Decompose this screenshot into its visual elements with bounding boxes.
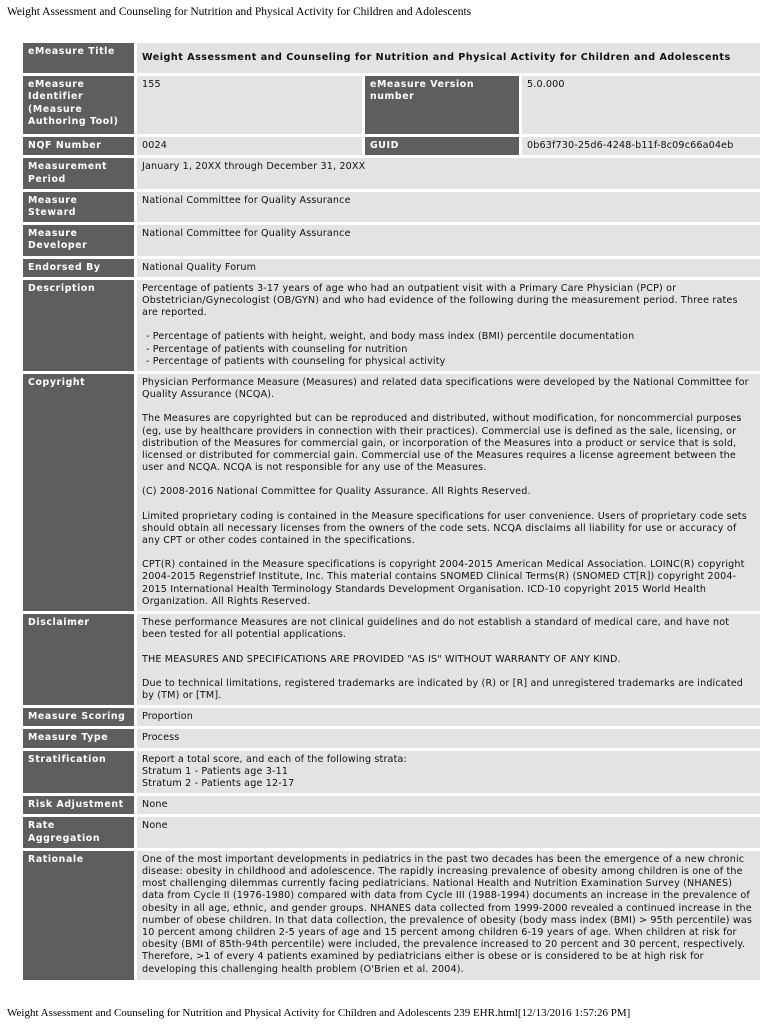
type-label: Measure Type bbox=[23, 729, 134, 747]
description-value bbox=[137, 280, 760, 371]
nqf-label: NQF Number bbox=[23, 137, 134, 155]
scoring-value: Proportion bbox=[137, 708, 760, 726]
row-nqf bbox=[23, 137, 760, 155]
endorsed-value: National Quality Forum bbox=[137, 259, 760, 277]
list-item: - Percentage of patients with height, weight, and body mass index (BMI) percentile documentation bbox=[146, 331, 635, 343]
row-stratification bbox=[23, 751, 760, 794]
steward-label: Measure Steward bbox=[23, 192, 134, 222]
version-value: 5.0.000 bbox=[522, 76, 760, 134]
nqf-value: 0024 bbox=[137, 137, 362, 155]
disclaimer-paragraph: THE MEASURES AND SPECIFICATIONS ARE PROVIDED "AS IS" WITHOUT WARRANTY OF ANY KIND. bbox=[142, 653, 621, 665]
copyright-paragraph: Physician Performance Measure (Measures) and related data specifications were developed by the National Committee for Quality Assurance (NCQA). bbox=[142, 377, 749, 401]
steward-value: National Committee for Quality Assurance bbox=[137, 192, 760, 222]
risk-value: None bbox=[137, 796, 760, 814]
period-value: January 1, 20XX through December 31, 20XX bbox=[137, 158, 760, 188]
developer-label: Measure Developer bbox=[23, 225, 134, 255]
row-endorsed bbox=[23, 259, 760, 277]
rationale-value bbox=[137, 851, 760, 980]
row-risk bbox=[23, 796, 760, 814]
row-disclaimer bbox=[23, 614, 760, 705]
measure-table bbox=[20, 40, 760, 980]
stratification-line: Stratum 1 - Patients age 3-11 bbox=[142, 765, 289, 777]
row-aggregation bbox=[23, 817, 760, 847]
type-value: Process bbox=[137, 729, 760, 747]
disclaimer-paragraph: Due to technical limitations, registered trademarks are indicated by (R) or [R] and unregistered trademarks are indicated by (TM) or [TM]. bbox=[142, 677, 744, 701]
title-label: eMeasure Title bbox=[23, 43, 134, 73]
row-rationale bbox=[23, 851, 760, 980]
copyright-paragraph: CPT(R) contained in the Measure specifications is copyright 2004-2015 American Medical Association. LOINC(R) copyright 2004-2015 Regenstrief Institute, Inc. This material contains SNOMED Clinical Terms(R) (SNOMED CT[R]) copyright 2004-2015 International Health Terminology Standards Development Organisation. ICD-10 copyright 2015 World Health Organization. All Rights Reserved. bbox=[142, 559, 745, 607]
description-label: Description bbox=[23, 280, 134, 371]
row-description bbox=[23, 280, 760, 371]
aggregation-label: Rate Aggregation bbox=[23, 817, 134, 847]
disclaimer-label: Disclaimer bbox=[23, 614, 134, 705]
scoring-label: Measure Scoring bbox=[23, 708, 134, 726]
stratification-value bbox=[137, 751, 760, 794]
stratification-line: Stratum 2 - Patients age 12-17 bbox=[142, 777, 295, 789]
row-identifier bbox=[23, 76, 760, 134]
rationale-label: Rationale bbox=[23, 851, 134, 980]
guid-value: 0b63f730-25d6-4248-b11f-8c09c66a04eb bbox=[522, 137, 760, 155]
page-footer: Weight Assessment and Counseling for Nutrition and Physical Activity for Children and Adolescents 239 EHR.html[12/13/2016 1:57:26 PM] bbox=[7, 1007, 631, 1019]
identifier-value: 155 bbox=[137, 76, 362, 134]
measure-title: Weight Assessment and Counseling for Nutrition and Physical Activity for Children and Adolescents bbox=[142, 52, 731, 63]
risk-label: Risk Adjustment bbox=[23, 796, 134, 814]
list-item: - Percentage of patients with counseling for nutrition bbox=[146, 343, 408, 355]
endorsed-label: Endorsed By bbox=[23, 259, 134, 277]
row-copyright bbox=[23, 374, 760, 611]
description-rates bbox=[142, 331, 755, 368]
developer-value: National Committee for Quality Assurance bbox=[137, 225, 760, 255]
row-developer bbox=[23, 225, 760, 255]
row-steward bbox=[23, 192, 760, 222]
copyright-paragraph: Limited proprietary coding is contained in the Measure specifications for user convenience. Users of proprietary code sets should obtain all necessary licenses from the owners of the code sets. NCQA disclaims all liability for use or accuracy of any CPT or other codes contained in the specifications. bbox=[142, 510, 747, 547]
row-type bbox=[23, 729, 760, 747]
row-period bbox=[23, 158, 760, 188]
description-intro: Percentage of patients 3-17 years of age who had an outpatient visit with a Primary Care Physician (PCP) or Obstetrician/Gynecologist (OB/GYN) and who had evidence of the following during the measurement period. Three rates are reported. bbox=[142, 282, 738, 319]
copyright-paragraph: (C) 2008-2016 National Committee for Quality Assurance. All Rights Reserved. bbox=[142, 486, 531, 498]
copyright-label: Copyright bbox=[23, 374, 134, 611]
aggregation-value: None bbox=[137, 817, 760, 847]
guid-label: GUID bbox=[365, 137, 519, 155]
identifier-label: eMeasure Identifier (Measure Authoring Tool) bbox=[23, 76, 134, 134]
period-label: Measurement Period bbox=[23, 158, 134, 188]
disclaimer-value bbox=[137, 614, 760, 705]
copyright-paragraph: The Measures are copyrighted but can be reproduced and distributed, without modification, for noncommercial purposes (eg, use by healthcare providers in connection with their practices). Commercial use is defined as the sale, licensing, or distribution of the Measures for commercial gain, or incorporation of the Measures into a product or service that is sold, licensed or distributed for commercial gain. Commercial use of the Measures requires a license agreement between the user and NCQA. NCQA is not responsible for any use of the Measures. bbox=[142, 413, 742, 474]
disclaimer-paragraph: These performance Measures are not clinical guidelines and do not establish a standard of medical care, and have not been tested for all potential applications. bbox=[142, 617, 730, 641]
version-label: eMeasure Version number bbox=[365, 76, 519, 134]
list-item: - Percentage of patients with counseling for physical activity bbox=[146, 355, 446, 367]
stratification-label: Stratification bbox=[23, 751, 134, 794]
stratification-line: Report a total score, and each of the following strata: bbox=[142, 753, 407, 765]
measure-document bbox=[20, 40, 760, 980]
copyright-value bbox=[137, 374, 760, 611]
page-header: Weight Assessment and Counseling for Nutrition and Physical Activity for Children and Adolescents bbox=[7, 6, 472, 18]
title-value bbox=[137, 43, 760, 73]
rationale-paragraph: One of the most important developments in pediatrics in the past two decades has been the emergence of a new chronic disease: obesity in childhood and adolescence. The rapidly increasing prevalence of obesity among children is one of the most challenging dilemmas currently facing pediatricians. National Health and Nutrition Examination Survey (NHANES) data from Cycle II (1976-1980) compared with data from Cycle III (1988-1994) documents an increase in the prevalence of obesity in all age, ethnic, and gender groups. NHANES data collected from 1999-2000 revealed a continued increase in the number of obese children. In that data collection, the prevalence of obesity (body mass index (BMI) > 95th percentile) was 10 percent among children 2-5 years of age and 15 percent among children 6-19 years of age. When children at risk for obesity (BMI of 85th-94th percentile) were included, the prevalence increased to 20 percent and 30 percent, respectively. Therefore, >1 of every 4 patients examined by pediatricians either is obese or is considered to be at high risk for developing this challenging health problem (O'Brien et al. 2004). bbox=[142, 853, 753, 975]
row-title bbox=[23, 43, 760, 73]
row-scoring bbox=[23, 708, 760, 726]
